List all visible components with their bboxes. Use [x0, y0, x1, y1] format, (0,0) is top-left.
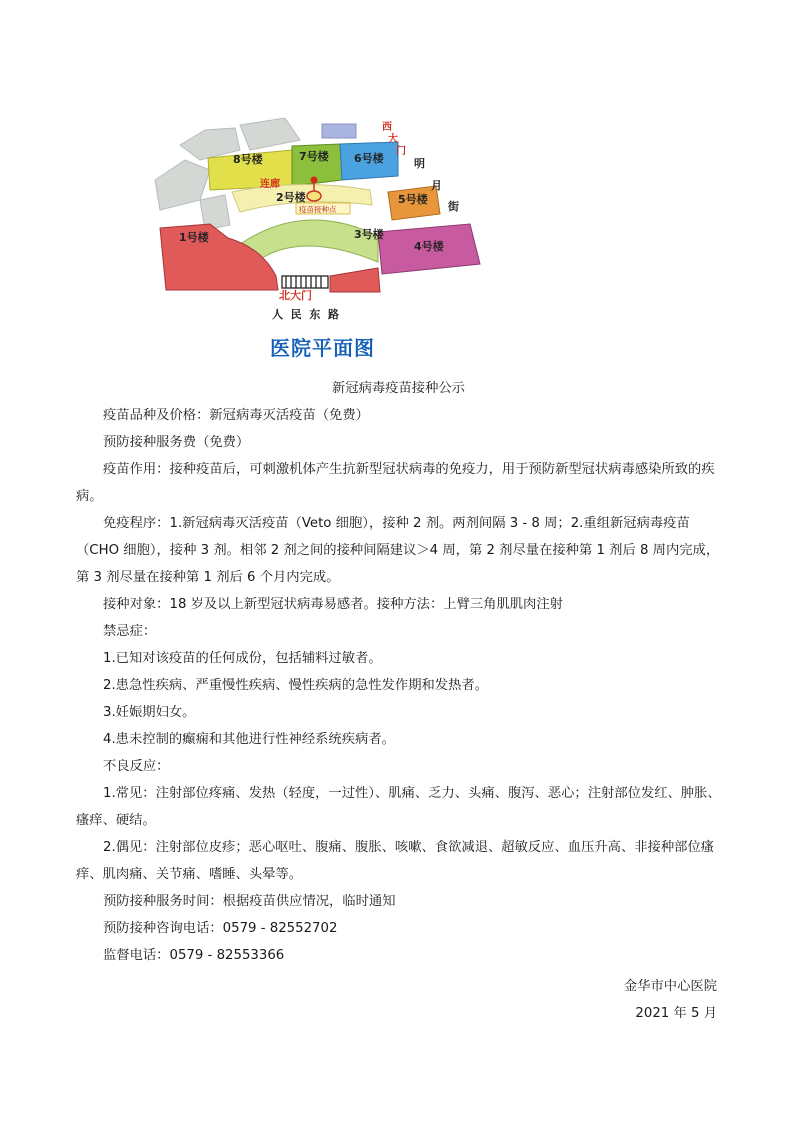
date: 2021 年 5 月 [635, 1006, 717, 1021]
label-building-5: 5号楼 [398, 193, 428, 206]
notice-paragraph: 预防接种服务时间：根据疫苗供应情况，临时通知 [103, 894, 396, 909]
notice-paragraph: 不良反应： [103, 759, 170, 774]
label-building-7: 7号楼 [299, 150, 329, 163]
map-title: 医院平面图 [270, 336, 375, 360]
notice-title: 新冠病毒疫苗接种公示 [332, 381, 465, 396]
notice-paragraph: 监督电话：0579 - 82553366 [103, 948, 285, 963]
notice-document [76, 375, 721, 1027]
label-west-gate-1: 西 [382, 122, 392, 133]
notice-paragraph: 疫苗品种及价格：新冠病毒灭活疫苗（免费） [103, 408, 369, 423]
building-1-east-wing [330, 268, 380, 292]
label-vaccination-point: 疫苗接种点 [299, 205, 337, 214]
notice-paragraph: 1.已知对该疫苗的任何成份，包括辅料过敏者。 [103, 651, 382, 666]
notice-paragraph: 接种对象：18 岁及以上新型冠状病毒易感者。接种方法：上臂三角肌肌肉注射 [103, 597, 563, 612]
label-corridor: 连廊 [260, 179, 280, 190]
label-building-8: 8号楼 [233, 153, 263, 166]
label-building-4: 4号楼 [414, 240, 444, 253]
label-west-gate-3: 门 [396, 146, 406, 157]
label-north-gate: 北大门 [279, 289, 312, 302]
notice-paragraph: 预防接种咨询电话：0579 - 82552702 [103, 921, 338, 936]
signature: 金华市中心医院 [623, 979, 717, 994]
label-street-3: 街 [448, 200, 459, 213]
notice-paragraph: 疫苗作用：接种疫苗后，可刺激机体产生抗新型冠状病毒的免疫力，用于预防新型冠状病毒感染所致的疾病。 [76, 462, 715, 504]
notice-paragraph: 3.妊娠期妇女。 [103, 705, 196, 720]
label-street-1: 明 [414, 157, 425, 170]
notice-paragraph: 预防接种服务费（免费） [103, 435, 250, 450]
small-blue-block [322, 124, 356, 138]
notice-paragraph: 2.偶见：注射部位皮疹；恶心呕吐、腹痛、腹胀、咳嗽、食欲减退、超敏反应、血压升高、非接种部位瘙痒、肌肉痛、关节痛、嗜睡、头晕等。 [76, 840, 715, 882]
notice-paragraph: 4.患未控制的癫痫和其他进行性神经系统疾病者。 [103, 732, 395, 747]
notice-paragraph: 1.常见：注射部位疼痛、发热（轻度，一过性）、肌痛、乏力、头痛、腹泻、恶心；注射部位发红、肿胀、瘙痒、硬结。 [76, 786, 721, 828]
notice-paragraph: 2.患急性疾病、严重慢性疾病、慢性疾病的急性发作期和发热者。 [103, 678, 488, 693]
label-building-6: 6号楼 [354, 152, 384, 165]
label-west-gate-2: 大 [388, 134, 398, 145]
label-building-3: 3号楼 [354, 228, 384, 241]
label-building-1: 1号楼 [179, 231, 209, 244]
notice-paragraph: 免疫程序：1.新冠病毒灭活疫苗（Veto 细胞），接种 2 剂。两剂间隔 3 - 8 周；2.重组新冠病毒疫苗（CHO 细胞），接种 3 剂。相邻 2 剂之间的接种间隔建议＞4 周，第 2 剂尽量在接种第 1 剂后 8 周内完成，第 3 剂尽量在接种第 1 剂后 6 个月内完成。 [76, 516, 720, 585]
hospital-floor-plan [0, 0, 794, 330]
notice-paragraph: 禁忌症： [103, 624, 157, 639]
label-street-2: 月 [431, 179, 442, 192]
north-gate-icon [282, 276, 328, 288]
label-road: 人 民 东 路 [272, 308, 339, 321]
label-building-2: 2号楼 [276, 191, 306, 204]
